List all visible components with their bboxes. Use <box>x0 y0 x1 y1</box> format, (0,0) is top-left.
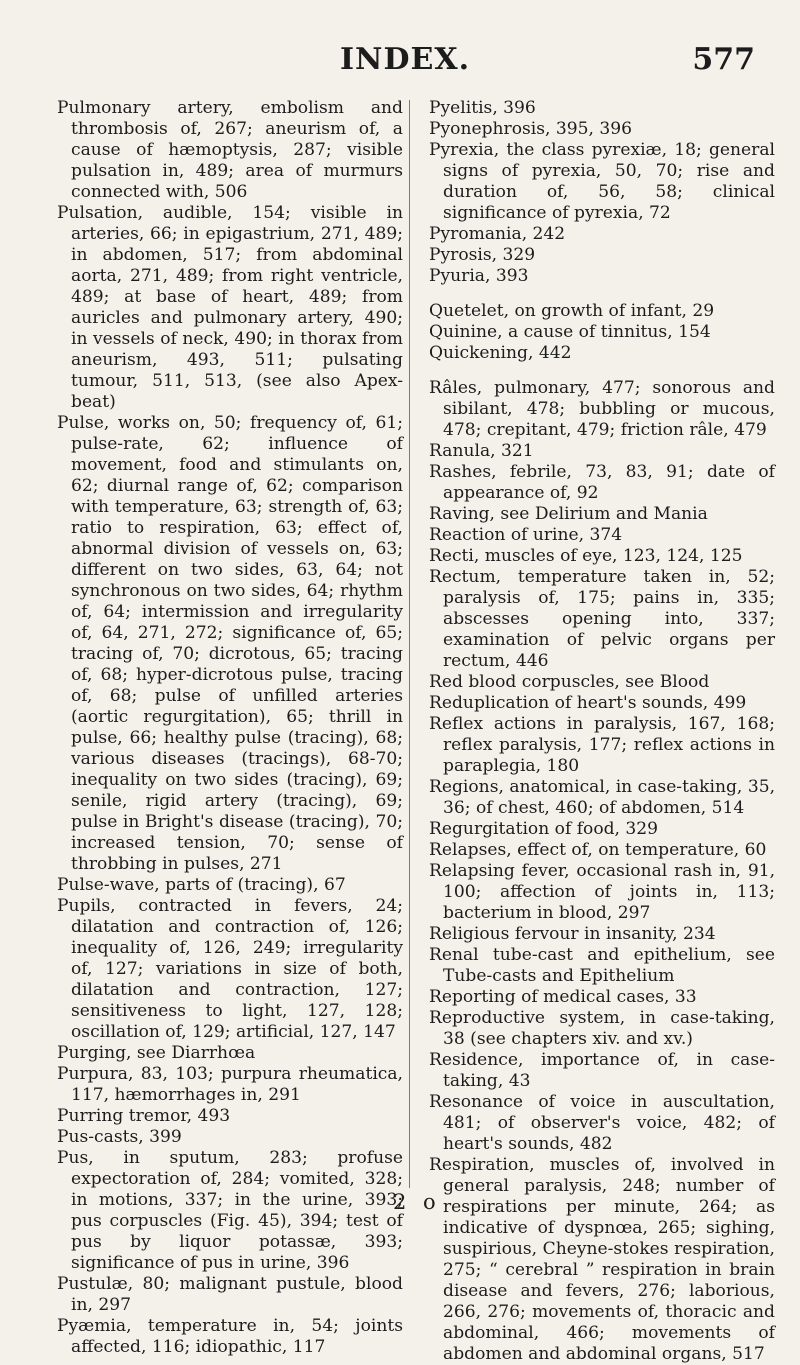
column-divider <box>409 100 410 1188</box>
index-entry: Quinine, a cause of tinnitus, 154 <box>429 322 711 342</box>
index-entry: Pus, in sputum, 283; profuse expectoration of, 284; vomited, 328; in motions, 337; in the urine, 393; pus corpuscles (Fig. 45), 394; test of pus by liquor potassæ, 393; significance of pus in urine, 396 <box>57 1148 403 1273</box>
left-column <box>57 98 403 1358</box>
index-entry: Pyæmia, temperature in, 54; joints affected, 116; idiopathic, 117 <box>57 1316 403 1357</box>
index-entry: Red blood corpuscles, see Blood <box>429 672 710 692</box>
index-entry: Residence, importance of, in case-taking, 43 <box>429 1050 775 1091</box>
index-entry: Pulse, works on, 50; frequency of, 61; pulse-rate, 62; influence of movement, food and stimulants on, 62; diurnal range of, 62; comparison with temperature, 63; strength of, 63; ratio to respiration, 63; effect of, abnormal division of vessels on, 63; different on two sides, 63, 64; not synchronous on two sides, 64; rhythm of, 64; intermission and irregularity of, 64, 271, 272; significance of, 65; tracing of, 70; dicrotous, 65; tracing of, 68; hyper-dicrotous pulse, tracing of, 68; pulse of unfilled arteries (aortic regurgitation), 65; thrill in pulse, 66; healthy pulse (tracing), 68; various diseases (tracings), 68-70; inequality on two sides (tracing), 69; senile, rigid artery (tracing), 69; pulse in Bright's disease (tracing), 70; increased tension, 70; sense of throbbing in pulses, 271 <box>57 413 403 874</box>
index-entry: Pustulæ, 80; malignant pustule, blood in, 297 <box>57 1274 403 1315</box>
index-entry: Pulmonary artery, embolism and thrombosis of, 267; aneurism of, a cause of hæmoptysis, 287; visible pulsation in, 489; area of murmurs connected with, 506 <box>57 98 403 202</box>
index-group-r <box>429 378 775 1365</box>
index-entry: Quickening, 442 <box>429 343 572 363</box>
index-entry: Reaction of urine, 374 <box>429 525 623 545</box>
index-entry: Rectum, temperature taken in, 52; paralysis of, 175; pains in, 335; abscesses opening into, 337; examination of pelvic organs per rectum, 446 <box>429 567 775 671</box>
index-entry: Râles, pulmonary, 477; sonorous and sibilant, 478; bubbling or mucous, 478; crepitant, 479; friction râle, 479 <box>429 378 775 440</box>
index-entry: Relapses, effect of, on temperature, 60 <box>429 840 767 860</box>
index-entry: Pyelitis, 396 <box>429 98 536 118</box>
index-entry: Raving, see Delirium and Mania <box>429 504 708 524</box>
index-group-q <box>429 301 775 364</box>
index-entry: Purging, see Diarrhœa <box>57 1043 256 1063</box>
index-entry: Religious fervour in insanity, 234 <box>429 924 716 944</box>
index-entry: Relapsing fever, occasional rash in, 91, 100; affection of joints in, 113; bacterium in blood, 297 <box>429 861 775 923</box>
index-entry: Ranula, 321 <box>429 441 534 461</box>
index-entry: Purring tremor, 493 <box>57 1106 231 1126</box>
running-title: INDEX. <box>340 42 471 77</box>
index-group-p <box>429 98 775 287</box>
index-entry: Regions, anatomical, in case-taking, 35, 36; of chest, 460; of abdomen, 514 <box>429 777 775 818</box>
index-entry: Rashes, febrile, 73, 83, 91; date of appearance of, 92 <box>429 462 775 503</box>
index-entry: Pyromania, 242 <box>429 224 566 244</box>
group-gap <box>429 287 775 301</box>
page-number: 577 <box>692 42 755 77</box>
index-entry: Pulsation, audible, 154; visible in arteries, 66; in epigastrium, 271, 489; in abdomen, 517; from abdominal aorta, 271, 489; from right ventricle, 489; at base of heart, 489; from auricles and pulmonary artery, 490; in vessels of neck, 490; in thorax from aneurism, 493, 511; pulsating tumour, 511, 513, (see also Apex-beat) <box>57 203 403 412</box>
index-entry: Reduplication of heart's sounds, 499 <box>429 693 747 713</box>
index-entry: Pyrosis, 329 <box>429 245 536 265</box>
index-entry: Purpura, 83, 103; purpura rheumatica, 117, hæmorrhages in, 291 <box>57 1064 403 1105</box>
index-entry: Pulse-wave, parts of (tracing), 67 <box>57 875 346 895</box>
index-entry: Pupils, contracted in fevers, 24; dilatation and contraction of, 126; inequality of, 126, 249; irregularity of, 127; variations in size of both, dilatation and contraction, 127; sensitiveness to light, 127, 128; oscillation of, 129; artificial, 127, 147 <box>57 896 403 1042</box>
index-entry: Pyuria, 393 <box>429 266 529 286</box>
index-entry: Reflex actions in paralysis, 167, 168; reflex paralysis, 177; reflex actions in paraplegia, 180 <box>429 714 775 776</box>
index-entry: Quetelet, on growth of infant, 29 <box>429 301 715 321</box>
index-entry: Resonance of voice in auscultation, 481; of observer's voice, 482; of heart's sounds, 482 <box>429 1092 775 1154</box>
index-entry: Respiration, muscles of, involved in general paralysis, 248; number of respirations per minute, 264; as indicative of dyspnœa, 265; sighing, suspirious, Cheyne-stokes respiration, 275; “ cerebral ” respiration in brain disease and fevers, 276; laborious, 266, 276; movements of, thoracic and abdominal, 466; movements of abdomen and abdominal organs, 517 <box>429 1155 775 1364</box>
page-header <box>0 42 800 88</box>
index-entry: Reproductive system, in case-taking, 38 (see chapters xiv. and xv.) <box>429 1008 775 1049</box>
right-column <box>429 98 775 1365</box>
index-entry: Pyonephrosis, 395, 396 <box>429 119 632 139</box>
index-entry: Pyrexia, the class pyrexiæ, 18; general signs of pyrexia, 50, 70; rise and duration of, 56, 58; clinical significance of pyrexia, 72 <box>429 140 775 223</box>
group-gap <box>429 364 775 378</box>
index-entry: Recti, muscles of eye, 123, 124, 125 <box>429 546 743 566</box>
index-entry: Renal tube-cast and epithelium, see Tube-casts and Epithelium <box>429 945 775 986</box>
index-entry: Pus-casts, 399 <box>57 1127 182 1147</box>
index-entry: Reporting of medical cases, 33 <box>429 987 697 1007</box>
signature-mark: 2 o <box>393 1190 441 1214</box>
index-entry: Regurgitation of food, 329 <box>429 819 659 839</box>
